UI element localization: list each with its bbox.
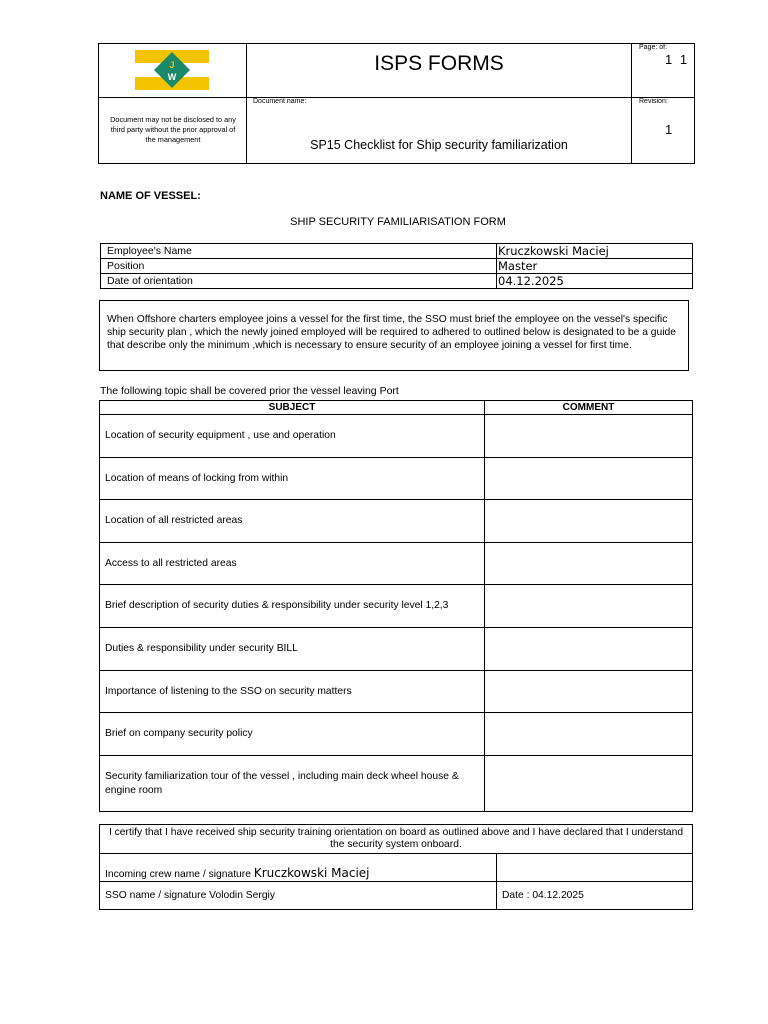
table-row — [100, 756, 693, 812]
subject-header: SUBJECT — [100, 401, 485, 415]
document-name-label: Document name: — [253, 98, 307, 105]
table-row — [100, 671, 693, 713]
page-value: 1 1 — [665, 52, 690, 67]
orientation-date-label: Date of orientation — [101, 274, 497, 289]
form-header — [98, 43, 695, 164]
table-row — [100, 713, 693, 756]
position-row — [101, 259, 693, 274]
page-label: Page: of: — [639, 44, 668, 51]
comment-cell[interactable] — [485, 458, 693, 500]
sso-row — [100, 882, 693, 910]
table-row — [100, 500, 693, 543]
table-row — [100, 543, 693, 585]
comment-cell[interactable] — [485, 500, 693, 543]
comment-cell[interactable] — [485, 671, 693, 713]
revision-label: Revision: — [639, 98, 668, 105]
sso-date[interactable]: Date : 04.12.2025 — [497, 882, 693, 910]
subject-cell: Location of all restricted areas — [100, 500, 485, 543]
forms-title: ISPS FORMS — [374, 52, 504, 75]
subject-cell: Duties & responsibility under security BILL — [100, 628, 485, 671]
certification-statement-row — [100, 825, 693, 854]
sso-name-signature[interactable]: SSO name / signature Volodin Sergiy — [100, 882, 497, 910]
subject-table — [99, 400, 693, 812]
table-row — [100, 458, 693, 500]
comment-cell[interactable] — [485, 415, 693, 458]
incoming-crew-cell — [100, 854, 497, 882]
svg-text:J: J — [169, 60, 175, 70]
svg-text:W: W — [167, 72, 177, 82]
subject-cell: Location of security equipment , use and operation — [100, 415, 485, 458]
subject-cell: Brief description of security duties & responsibility under security level 1,2,3 — [100, 585, 485, 628]
disclosure-notice: Document may not be disclosed to any third party without the prior approval of the management — [110, 115, 236, 144]
employee-info-table — [100, 243, 693, 289]
comment-cell[interactable] — [485, 628, 693, 671]
comment-cell[interactable] — [485, 756, 693, 812]
comment-cell[interactable] — [485, 713, 693, 756]
employee-name-label: Employee's Name — [101, 244, 497, 259]
incoming-crew-row — [100, 854, 693, 882]
incoming-crew-signature-cell[interactable] — [497, 854, 693, 882]
subject-cell: Brief on company security policy — [100, 713, 485, 756]
form-title: SHIP SECURITY FAMILIARISATION FORM — [290, 216, 506, 228]
incoming-crew-label: Incoming crew name / signature — [105, 869, 251, 880]
vessel-name-label: NAME OF VESSEL: — [100, 190, 201, 202]
incoming-crew-name[interactable]: Kruczkowski Maciej — [253, 866, 370, 880]
certification-table — [99, 824, 693, 910]
position-label: Position — [101, 259, 497, 274]
position-value[interactable]: Master — [497, 259, 693, 274]
table-row — [100, 415, 693, 458]
subject-cell: Security familiarization tour of the vessel , including main deck wheel house & engine room — [100, 756, 485, 812]
orientation-date-value[interactable]: 04.12.2025 — [497, 274, 693, 289]
table-row — [100, 628, 693, 671]
intro-paragraph: When Offshore charters employee joins a vessel for the first time, the SSO must brief the employee on the vessel's specific ship security plan , which the newly joined employed will be required to adhered to outlined below is designated to be a guide that describe only the minimum ,which is necessary to ensure security of an employee joining a vessel for first time. — [99, 300, 689, 371]
comment-cell[interactable] — [485, 543, 693, 585]
employee-name-row — [101, 244, 693, 259]
company-logo — [135, 50, 209, 90]
revision-value: 1 — [665, 122, 673, 137]
document-name: SP15 Checklist for Ship security familiarization — [310, 138, 568, 152]
certification-statement: I certify that I have received ship security training orientation on board as outlined above and I have declared that I understand the security system onboard. — [100, 825, 693, 854]
table-row — [100, 585, 693, 628]
orientation-date-row — [101, 274, 693, 289]
comment-header: COMMENT — [485, 401, 693, 415]
subject-table-header — [100, 401, 693, 415]
employee-name-value[interactable]: Kruczkowski Maciej — [497, 244, 693, 259]
subject-cell: Location of means of locking from within — [100, 458, 485, 500]
subject-cell: Access to all restricted areas — [100, 543, 485, 585]
subject-cell: Importance of listening to the SSO on security matters — [100, 671, 485, 713]
topics-label: The following topic shall be covered prior the vessel leaving Port — [100, 385, 399, 397]
comment-cell[interactable] — [485, 585, 693, 628]
